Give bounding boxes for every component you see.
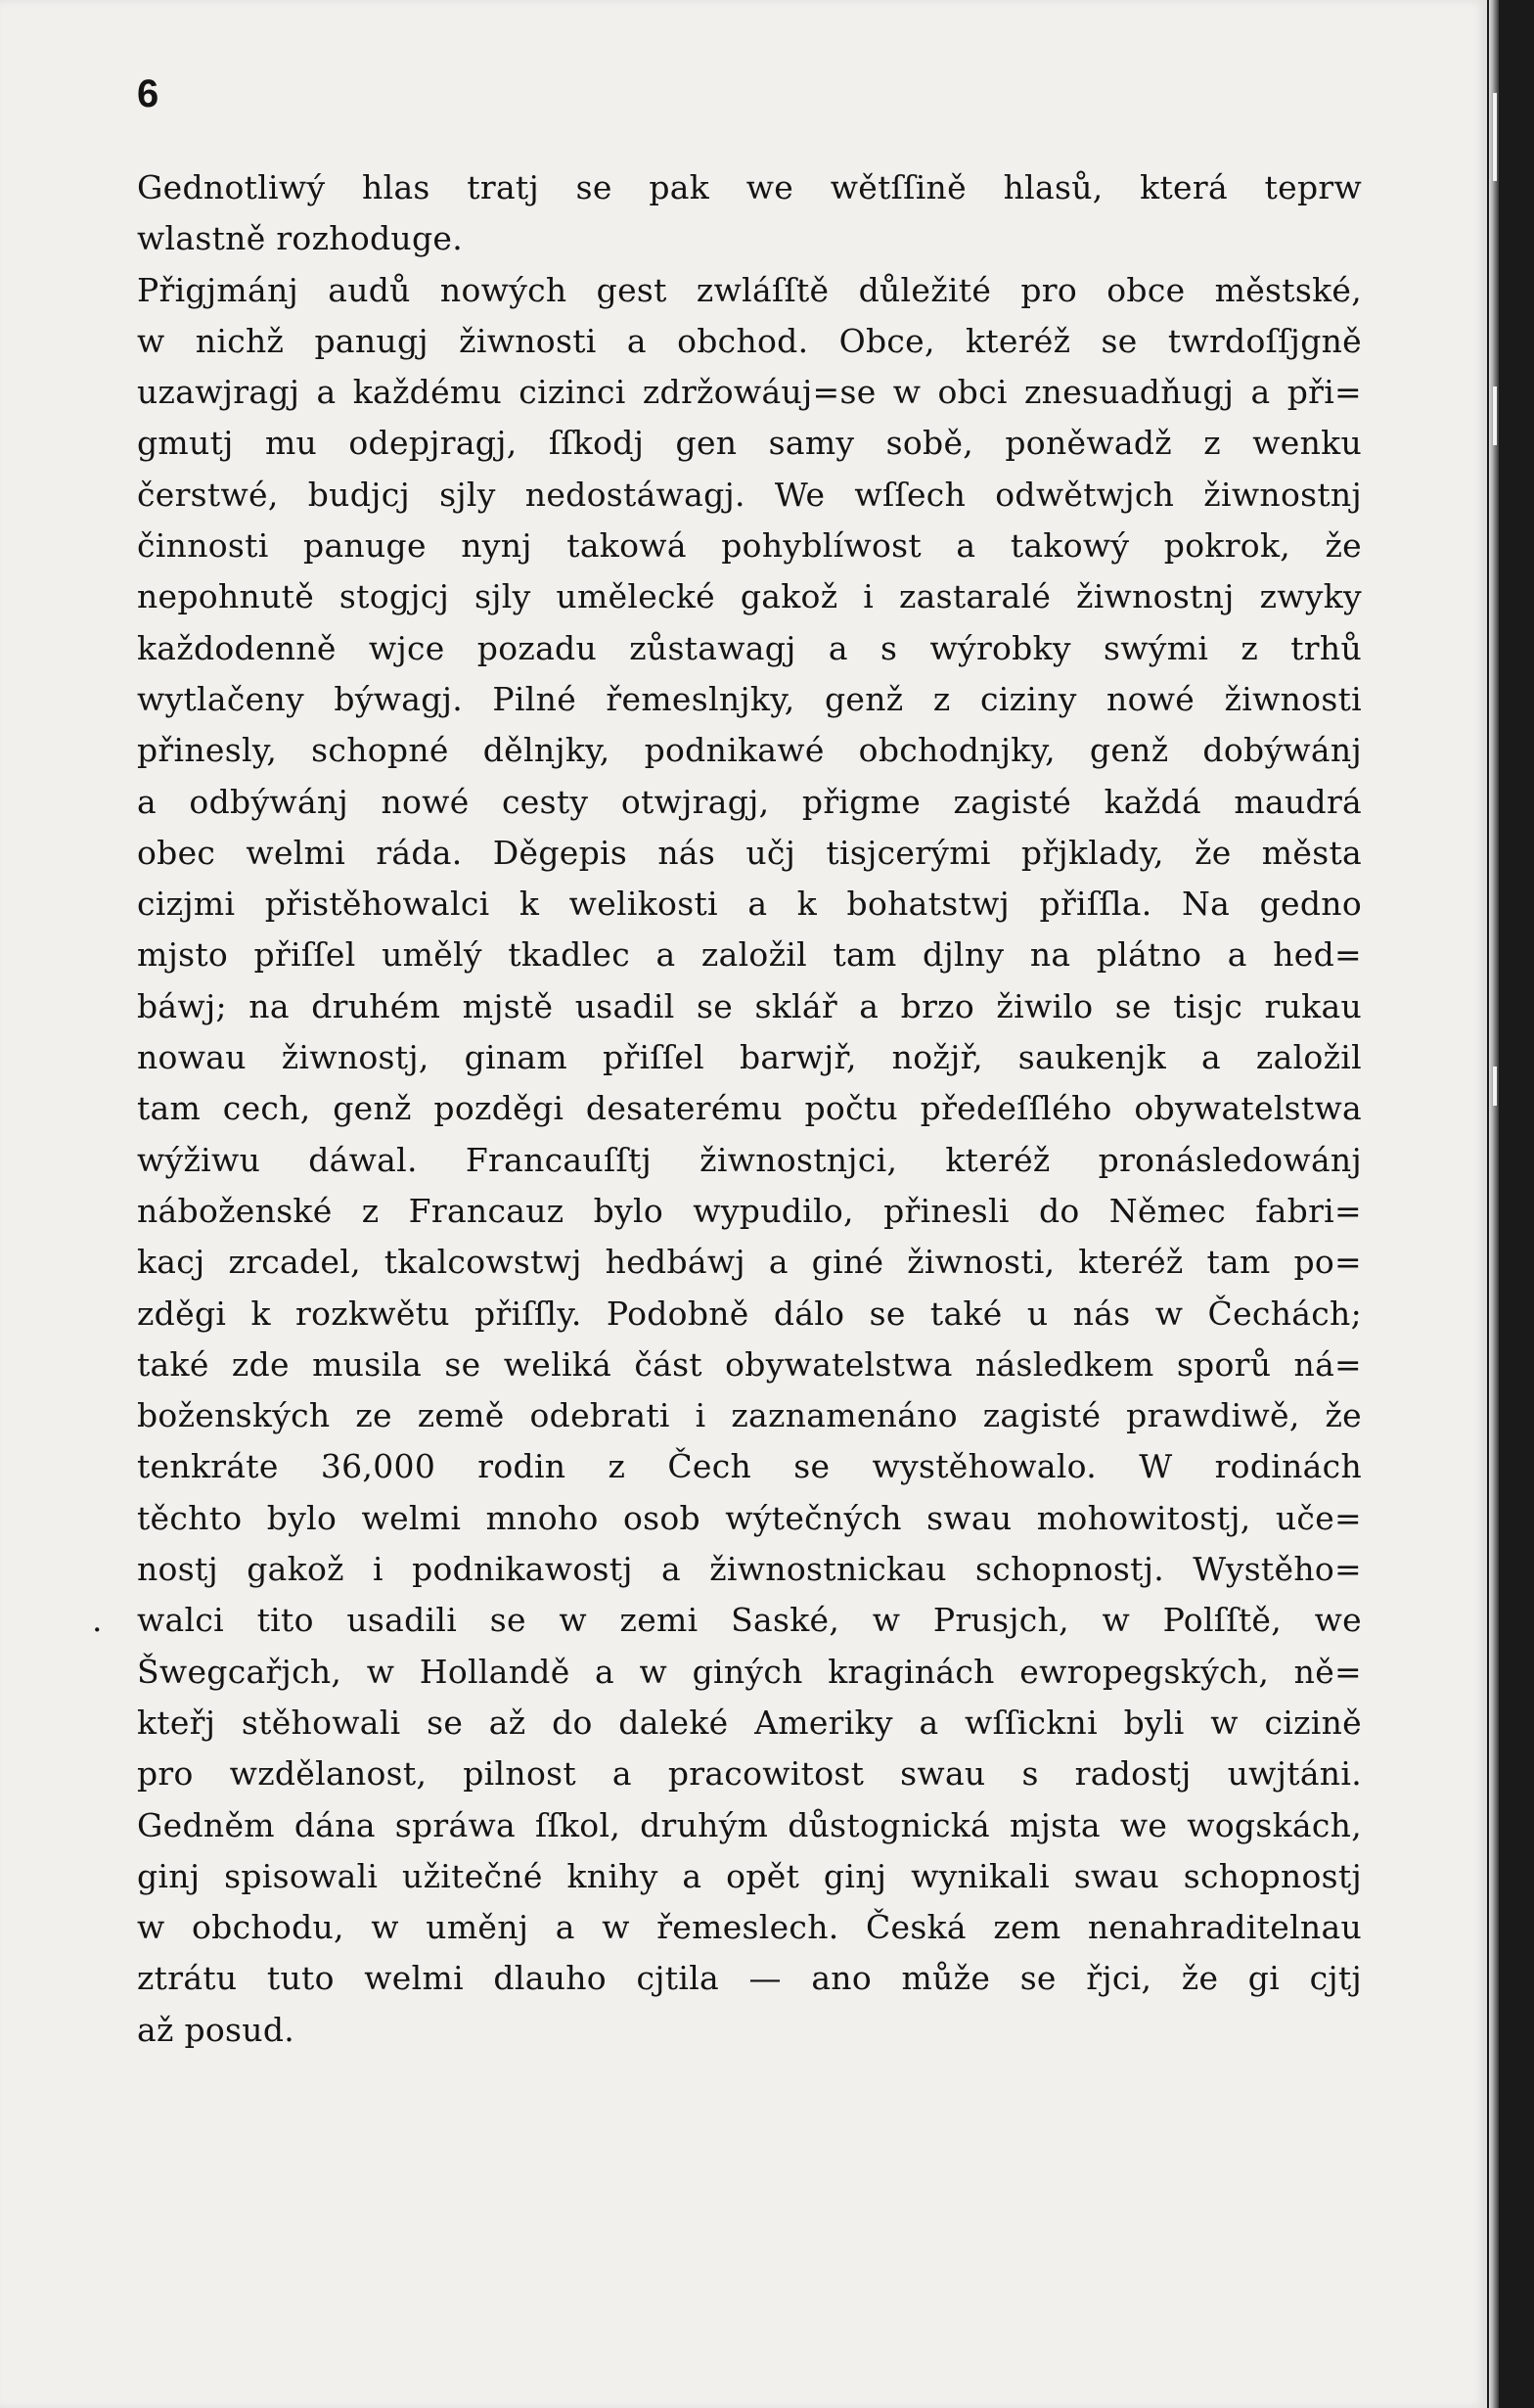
text-line: kacj zrcadel, tkalcowstwj hedbáwj a giné žiwnosti, kteréž tam po=	[137, 1243, 1362, 1282]
text-line: w nichž panugj žiwnosti a obchod. Obce, kteréž se twrdoſſjgně	[137, 321, 1362, 360]
text-line: gmutj mu odepjragj, ſſkodj gen samy sobě, poněwadž z wenku	[137, 424, 1362, 463]
page-number: 6	[137, 72, 159, 115]
text-line: boženských ze země odebrati i zaznamenáno zagisté prawdiwě, že	[137, 1396, 1362, 1435]
text-line: wýžiwu dáwal. Francauſſtj žiwnostnjci, kteréž pronásledowánj	[137, 1140, 1362, 1179]
text-line: obec welmi ráda. Děgepis nás učj tisjcerými přjklady, že města	[137, 833, 1362, 872]
text-line: ztrátu tuto welmi dlauho cjtila — ano může se řjci, že gi cjtj	[137, 1959, 1362, 1998]
text-line: Gednotliwý hlas tratj se pak we wětſſině hlasů, která teprw	[137, 168, 1362, 206]
text-line: přinesly, schopné dělnjky, podnikawé obchodnjky, genž dobýwánj	[137, 731, 1362, 770]
text-line: wytlačeny býwagj. Pilné řemeslnjky, genž z ciziny nowé žiwnosti	[137, 679, 1362, 718]
text-line: těchto bylo welmi mnoho osob wýtečných swau mohowitostj, uče=	[137, 1498, 1362, 1537]
text-line	[92, 1595, 1362, 1646]
text-line: wlastně rozhoduge.	[137, 219, 464, 258]
text-line: náboženské z Francauz bylo wypudilo, přinesli do Němec fabri=	[137, 1191, 1362, 1230]
text-line: čerstwé, budjcj sjly nedostáwagj. We wſſech odwětwjch žiwnostnj	[137, 475, 1362, 514]
text-line: až posud.	[137, 2010, 295, 2049]
text-line: a odbýwánj nowé cesty otwjragj, přigme zagisté každá maudrá	[137, 782, 1362, 821]
text-line: Přigjmánj audů nowých gest zwláſſtě důležité pro obce městské,	[137, 270, 1362, 309]
adjacent-page-edge	[1489, 0, 1499, 2408]
text-line: pro wzdělanost, pilnost a pracowitost swau s radostj uwjtáni.	[137, 1754, 1362, 1794]
text-line: w obchodu, w uměnj a w řemeslech. Česká zem nenahraditelnau	[137, 1908, 1362, 1947]
text-line: nostj gakož i podnikawostj a žiwnostnickau schopnostj. Wystěho=	[137, 1550, 1362, 1589]
text-line: zděgi k rozkwětu přiſſly. Podobně dálo se také u nás w Čechách;	[137, 1294, 1362, 1333]
text-line: cizjmi přistěhowalci k welikosti a k bohatstwj přiſſla. Na gedno	[137, 885, 1362, 924]
text-line: tam cech, genž pozděgi desaterému počtu předeſſlého obywatelstwa	[137, 1089, 1362, 1128]
edge-mark	[1493, 93, 1497, 181]
text-line: nepohnutě stogjcj sjly umělecké gakož i zastaralé žiwnostnj zwyky	[137, 577, 1362, 616]
text-line: ginj spisowali užitečné knihy a opět ginj wynikali swau schopnostj	[137, 1856, 1362, 1895]
body-text	[92, 162, 1362, 2056]
text-line: činnosti panuge nynj takowá pohyblíwost a takowý pokrok, že	[137, 526, 1362, 566]
text-line: Šwegcařjch, w Hollandě a w giných kraginách ewropegských, ně=	[137, 1652, 1362, 1691]
text-line: báwj; na druhém mjstě usadil se sklář a brzo žiwilo se tisjc rukau	[137, 986, 1362, 1025]
edge-mark	[1493, 1067, 1497, 1106]
text-line: také zde musila se weliká část obywatelstwa následkem sporů ná=	[137, 1344, 1362, 1384]
text-line-content: walci tito usadili se w zemi Saské, w Prusjch, w Polſſtě, we	[137, 1601, 1362, 1640]
text-line: uzawjragj a každému cizinci zdržowáuj=se w obci znesuadňugj a při=	[137, 373, 1362, 412]
text-line: kteřj stěhowali se až do daleké Ameriky a wſſickni byli w cizině	[137, 1703, 1362, 1742]
text-line: Gedněm dána spráwa ſſkol, druhým důstognická mjsta we wogskách,	[137, 1805, 1362, 1844]
text-line: nowau žiwnostj, ginam přiſſel barwjř, nožjř, saukenjk a založil	[137, 1038, 1362, 1077]
edge-mark	[1493, 386, 1497, 445]
margin-mark: .	[92, 1601, 103, 1640]
text-line: každodenně wjce pozadu zůstawagj a s wýrobky swými z trhů	[137, 628, 1362, 667]
text-line: mjsto přiſſel umělý tkadlec a založil tam djlny na plátno a hed=	[137, 935, 1362, 975]
text-line: tenkráte 36,000 rodin z Čech se wystěhowalo. W rodinách	[137, 1447, 1362, 1486]
